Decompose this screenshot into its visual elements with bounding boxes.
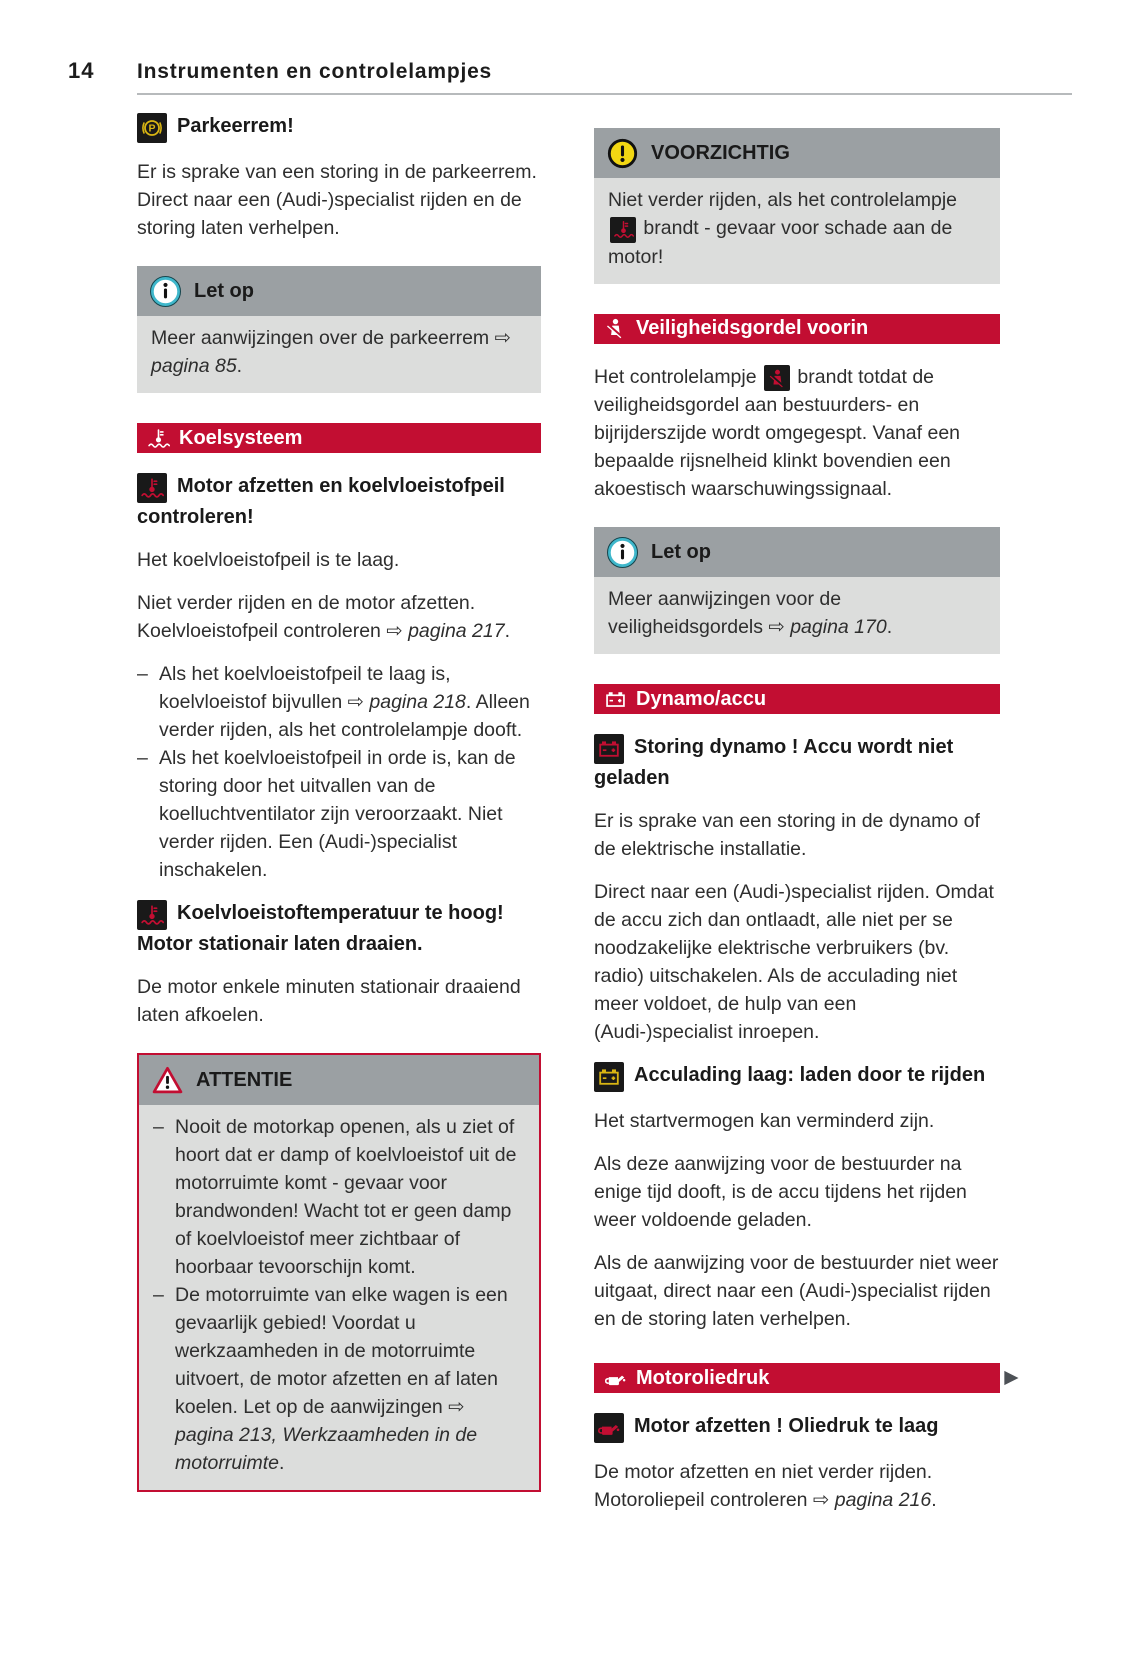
page-reference: pagina 170 bbox=[790, 616, 887, 638]
header-rule bbox=[137, 93, 1072, 95]
paragraph: Het koelvloeistofpeil is te laag. bbox=[137, 549, 400, 571]
coolant-instruction-list bbox=[137, 660, 541, 884]
caution-body: Niet verder rijden, als het controlelampje brandt - gevaar voor schade aan de motor! bbox=[594, 178, 1000, 284]
seatbelt-icon bbox=[764, 365, 790, 391]
section-bar-koelsysteem: Koelsysteem bbox=[137, 423, 541, 453]
page-reference: pagina 217 bbox=[408, 620, 505, 642]
list-item: – Nooit de motorkap openen, als u ziet of hoort dat er damp of koelvloeistof uit de motorruimte komt - gevaar voor brandwonden! Wacht tot er geen damp of koelvloeistof meer zichtbaar of hoorbaar tevoorschijn komt. bbox=[153, 1113, 525, 1281]
info-icon bbox=[607, 537, 638, 568]
continue-icon bbox=[1001, 1368, 1021, 1388]
list-item: – Als het koelvloeistofpeil in orde is, kan de storing door het uitvallen van de koelluchtventilator zijn veroorzaakt. Niet verder rijden. Een (Audi-)specialist inschakelen. bbox=[137, 744, 541, 884]
list-item: – De motorruimte van elke wagen is een gevaarlijk gebied! Voordat u werkzaamheden in de motorruimte uitvoert, de motor afzetten en af laten koelen. Let op de aanwijzingen ⇨ pagina 213, Werkzaamheden in de motorruimte. bbox=[153, 1281, 525, 1477]
list-item: – Als het koelvloeistofpeil te laag is, koelvloeistof bijvullen ⇨ pagina 218. Alleen verder rijden, als het controlelampje dooft. bbox=[137, 660, 541, 744]
chapter-title: Instrumenten en controlelampjes bbox=[137, 60, 493, 83]
paragraph: Niet verder rijden en de motor afzetten. Koelvloeistofpeil controleren ⇨ pagina 217. bbox=[137, 592, 511, 642]
info-icon bbox=[150, 276, 181, 307]
seatbelt-icon bbox=[604, 317, 627, 340]
warning-body bbox=[139, 1105, 539, 1490]
paragraph: Als deze aanwijzing voor de bestuurder na enige tijd dooft, is de accu tijdens het rijden weer voldoende geladen. bbox=[594, 1153, 967, 1231]
warning-box-attentie bbox=[137, 1053, 541, 1492]
caution-header bbox=[594, 128, 1000, 178]
reference-arrow: ⇨ bbox=[448, 1396, 465, 1418]
page-reference: pagina 216 bbox=[834, 1489, 932, 1511]
reference-arrow: ⇨ bbox=[768, 616, 791, 638]
caution-box-voorzichtig bbox=[594, 128, 1000, 284]
parking-brake-paragraph: Er is sprake van een storing in de parkeerrem. Direct naar een (Audi-)specialist rijden en de storing laten verhelpen. bbox=[137, 161, 537, 239]
battery-icon bbox=[594, 734, 624, 764]
seatbelt-paragraph: Het controlelampje brandt totdat de veiligheidsgordel aan bestuurders- en bijrijderszijde wordt omgegespt. Vanaf een bepaalde rijsnelheid klinkt bovendien een akoestisch waarschuwingssignaal. bbox=[594, 365, 961, 500]
page-header bbox=[68, 58, 1072, 84]
left-column bbox=[137, 112, 541, 1529]
note-box-parkeerrem bbox=[137, 266, 541, 393]
paragraph: Er is sprake van een storing in de dynamo of de elektrische installatie. bbox=[594, 810, 980, 860]
paragraph: Als de aanwijzing voor de bestuurder niet weer uitgaat, direct naar een (Audi-)specialist rijden en de storing laten verhelpen. bbox=[594, 1252, 999, 1330]
section-bar-veiligheidsgordel: Veiligheidsgordel voorin bbox=[594, 314, 1000, 344]
note-body: Meer aanwijzingen over de parkeerrem ⇨ pagina 85. bbox=[137, 316, 541, 393]
paragraph: Het startvermogen kan verminderd zijn. bbox=[594, 1110, 935, 1132]
oil-pressure-heading: Motor afzetten ! Oliedruk te laag bbox=[594, 1412, 1000, 1443]
note-body: Meer aanwijzingen voor de veiligheidsgordels ⇨ pagina 170. bbox=[594, 577, 1000, 654]
note-title: Let op bbox=[651, 540, 711, 563]
dynamo-fault-heading: Storing dynamo ! Accu wordt niet geladen bbox=[594, 736, 954, 789]
oil-pressure-icon bbox=[594, 1413, 624, 1443]
parking-brake-icon bbox=[137, 113, 167, 143]
battery-low-heading: Acculading laag: laden door te rijden bbox=[594, 1061, 1000, 1092]
warning-triangle-icon bbox=[152, 1065, 183, 1096]
paragraph: De motor afzetten en niet verder rijden. Motoroliepeil controleren ⇨ pagina 216. bbox=[594, 1461, 937, 1511]
two-column-body bbox=[137, 112, 1072, 1529]
page-reference: pagina 218 bbox=[369, 691, 466, 713]
paragraph: De motor enkele minuten stationair draaiend laten afkoelen. bbox=[137, 976, 521, 1026]
page-number: 14 bbox=[68, 58, 95, 83]
oil-pressure-icon bbox=[604, 1367, 627, 1390]
page-reference: pagina 213, Werkzaamheden in de motorruimte bbox=[175, 1424, 478, 1474]
battery-icon bbox=[604, 688, 627, 711]
reference-arrow: ⇨ bbox=[386, 620, 409, 642]
battery-icon bbox=[594, 1062, 624, 1092]
coolant-icon bbox=[610, 217, 636, 243]
warning-list bbox=[153, 1113, 525, 1477]
page-reference: pagina 85 bbox=[151, 355, 237, 377]
warning-title: ATTENTIE bbox=[196, 1068, 293, 1091]
caution-circle-icon bbox=[607, 138, 638, 169]
reference-arrow: ⇨ bbox=[494, 327, 511, 349]
reference-arrow: ⇨ bbox=[812, 1489, 835, 1511]
parking-brake-heading: Parkeerrem! bbox=[137, 112, 541, 143]
note-box-gordels bbox=[594, 527, 1000, 654]
coolant-icon bbox=[137, 900, 167, 930]
section-bar-motoroliedruk: Motoroliedruk bbox=[594, 1363, 1000, 1393]
coolant-check-heading: Motor afzetten en koelvloeistofpeil controleren! bbox=[137, 475, 505, 528]
note-header bbox=[137, 266, 541, 316]
note-title: Let op bbox=[194, 279, 254, 302]
section-bar-dynamo-accu: Dynamo/accu bbox=[594, 684, 1000, 714]
reference-arrow: ⇨ bbox=[347, 691, 370, 713]
coolant-icon bbox=[137, 473, 167, 503]
paragraph: Direct naar een (Audi-)specialist rijden. Omdat de accu zich dan ontlaadt, alle niet per se noodzakelijke elektrische verbruikers (bv. radio) uitschakelen. Als de acculading niet meer voldoet, de hulp van een (Audi-)specialist inroepen. bbox=[594, 881, 994, 1043]
coolant-icon bbox=[147, 427, 170, 450]
warning-header bbox=[139, 1055, 539, 1105]
coolant-temp-heading: Koelvloeistoftemperatuur te hoog! Motor stationair laten draaien. bbox=[137, 902, 504, 955]
right-column bbox=[594, 112, 1000, 1529]
note-header bbox=[594, 527, 1000, 577]
caution-title: VOORZICHTIG bbox=[651, 141, 790, 164]
